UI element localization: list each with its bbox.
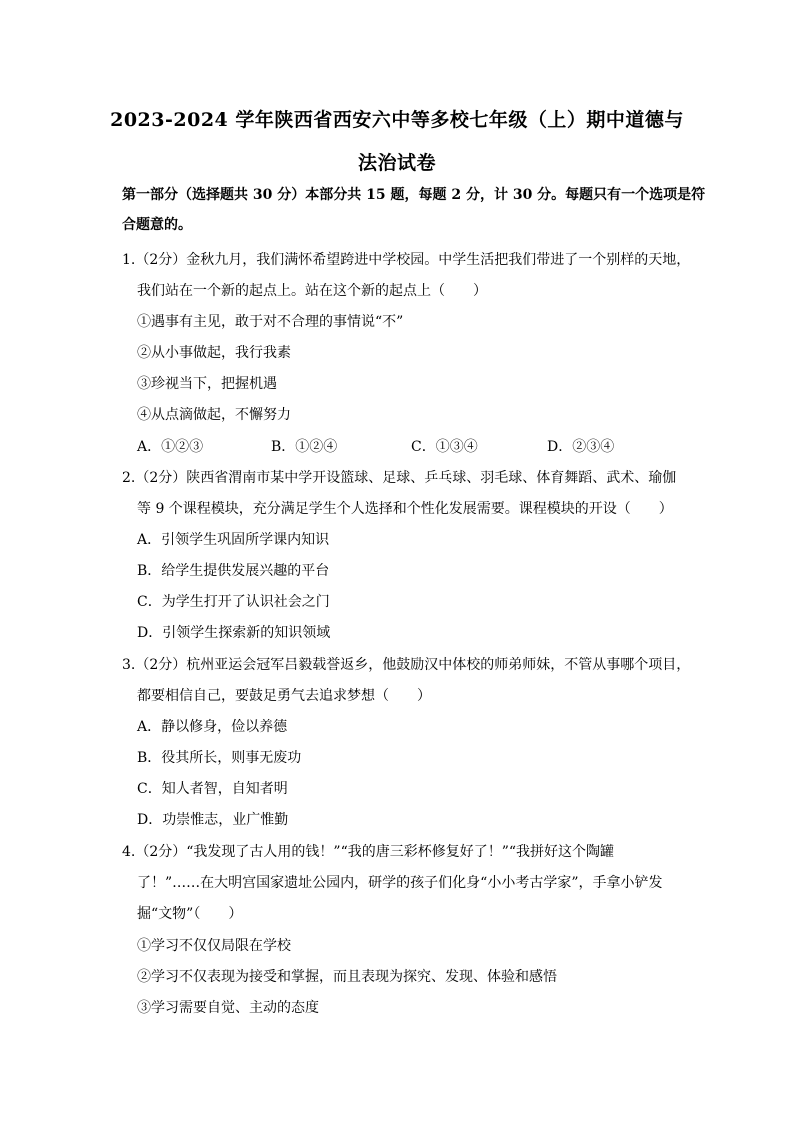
question-4-statement-1: ①学习不仅仅局限在学校 — [137, 938, 291, 954]
question-1-choice-a: A．①②③ — [137, 439, 204, 455]
question-3-option-c: C．知人者智，自知者明 — [137, 781, 288, 797]
question-1-statement-1: ①遇事有主见，敢于对不合理的事情说“不” — [137, 314, 404, 330]
question-1-choice-d: D．②③④ — [547, 439, 615, 455]
section-intro-line-2: 合题意的。 — [122, 217, 192, 233]
exam-title-line-2: 法治试卷 — [357, 152, 436, 174]
question-1-choice-b: B．①②④ — [271, 439, 338, 455]
question-2-option-d: D．引领学生探索新的知识领域 — [137, 625, 331, 641]
question-3-stem-line-1: 3.（2分）杭州亚运会冠军吕毅载誉返乡，他鼓励汉中体校的师弟师妹，不管从事哪个项目， — [122, 657, 691, 673]
question-2-stem-line-2: 等 9 个课程模块，充分满足学生个人选择和个性化发展需要。课程模块的开设（ ） — [137, 501, 673, 517]
question-1-statement-3: ③珍视当下，把握机遇 — [137, 376, 277, 392]
question-3-option-a: A．静以修身，俭以养德 — [137, 719, 288, 735]
question-2-option-b: B．给学生提供发展兴趣的平台 — [137, 563, 330, 579]
question-1-statement-4: ④从点滴做起，不懈努力 — [137, 407, 291, 423]
question-3-option-d: D．功崇惟志，业广惟勤 — [137, 812, 289, 828]
question-1-stem-line-1: 1.（2分）金秋九月，我们满怀希望跨进中学校园。中学生活把我们带进了一个别样的天地， — [122, 252, 691, 268]
question-2-option-a: A．引领学生巩固所学课内知识 — [137, 532, 330, 548]
question-2-stem-line-1: 2.（2分）陕西省渭南市某中学开设篮球、足球、乒乓球、羽毛球、体育舞蹈、武术、瑜伽 — [122, 470, 677, 486]
question-3-stem-line-2: 都要相信自己，要鼓足勇气去追求梦想（ ） — [137, 688, 431, 704]
question-1-choice-c: C．①③④ — [411, 439, 478, 455]
question-4-stem-line-3: 掘“文物”（ ） — [137, 906, 243, 922]
question-4-statement-3: ③学习需要自觉、主动的态度 — [137, 1000, 319, 1016]
question-2-option-c: C．为学生打开了认识社会之门 — [137, 594, 330, 610]
section-intro-line-1: 第一部分（选择题共 30 分）本部分共 15 题，每题 2 分，计 30 分。每题只有一个选项是符 — [122, 187, 706, 203]
question-1-statement-2: ②从小事做起，我行我素 — [137, 345, 291, 361]
question-4-statement-2: ②学习不仅表现为接受和掌握，而且表现为探究、发现、体验和感悟 — [137, 969, 557, 985]
question-4-stem-line-1: 4.（2分）“我发现了古人用的钱！”“我的唐三彩杯修复好了！”“我拼好这个陶罐 — [122, 844, 615, 860]
exam-title-line-1: 2023-2024 学年陕西省西安六中等多校七年级（上）期中道德与 — [110, 109, 684, 131]
question-3-option-b: B．役其所长，则事无废功 — [137, 750, 302, 766]
question-1-stem-line-2: 我们站在一个新的起点上。站在这个新的起点上（ ） — [137, 283, 487, 299]
question-1-choices — [137, 436, 614, 456]
question-4-stem-line-2: 了！”……在大明宫国家遗址公园内，研学的孩子们化身“小小考古学家”，手拿小铲发 — [137, 875, 663, 891]
